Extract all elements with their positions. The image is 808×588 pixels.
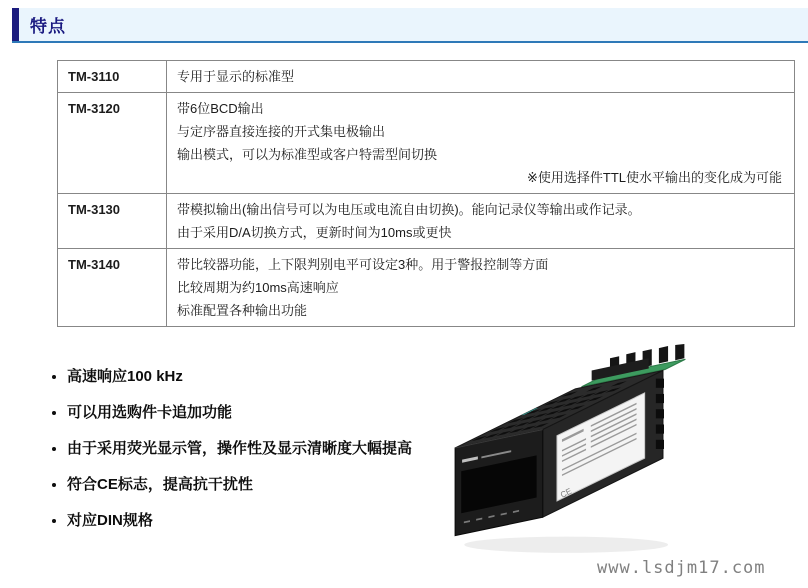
model-cell: TM-3110	[58, 61, 167, 93]
description-line: 带比较器功能，上下限判别电平可设定3种。用于警报控制等方面	[177, 257, 549, 272]
page-title: 特点	[30, 17, 66, 36]
section-header	[12, 8, 808, 43]
watermark: www.lsdjm17.com	[597, 558, 766, 578]
features-table	[57, 60, 795, 327]
feature-bullet-item: • 高速响应100 kHz	[67, 366, 412, 387]
description-cell	[167, 194, 795, 249]
header-accent-bar	[12, 8, 19, 41]
feature-bullet-item: • 由于采用荧光显示管，操作性及显示清晰度大幅提高	[67, 438, 412, 459]
description-cell	[167, 249, 795, 327]
description-line: 与定序器直接连接的开式集电极输出	[177, 124, 386, 139]
model-cell: TM-3130	[58, 194, 167, 249]
table-row	[58, 93, 795, 194]
description-line: 标准配置各种输出功能	[177, 303, 308, 318]
table-row	[58, 249, 795, 327]
description-line: 输出模式，可以为标准型或客户特需型间切换	[177, 147, 438, 162]
table-row	[58, 194, 795, 249]
model-cell: TM-3120	[58, 93, 167, 194]
product-photo	[438, 344, 730, 558]
feature-bullet-list	[47, 366, 412, 546]
description-line: 带模拟输出(输出信号可以为电压或电流自由切换)。能向记录仪等输出或作记录。	[177, 202, 641, 217]
features-table-body	[58, 61, 795, 327]
description-line: 比较周期为约10ms高速响应	[177, 280, 339, 295]
feature-bullet-item: • 对应DIN规格	[67, 510, 412, 531]
description-line: 专用于显示的标准型	[177, 69, 295, 84]
ce-mark: CE	[559, 486, 574, 500]
description-cell	[167, 93, 795, 194]
panel-meter-illustration	[438, 344, 730, 558]
table-row	[58, 61, 795, 93]
feature-bullet-item: • 可以用选购件卡追加功能	[67, 402, 412, 423]
model-cell: TM-3140	[58, 249, 167, 327]
description-line: 由于采用D/A切换方式，更新时间为10ms或更快	[177, 225, 452, 240]
description-note: ※使用选择件TTL使水平输出的变化成为可能	[526, 170, 782, 185]
feature-bullet-item: • 符合CE标志，提高抗干扰性	[67, 474, 412, 495]
description-cell	[167, 61, 795, 93]
description-line: 带6位BCD输出	[177, 101, 264, 116]
